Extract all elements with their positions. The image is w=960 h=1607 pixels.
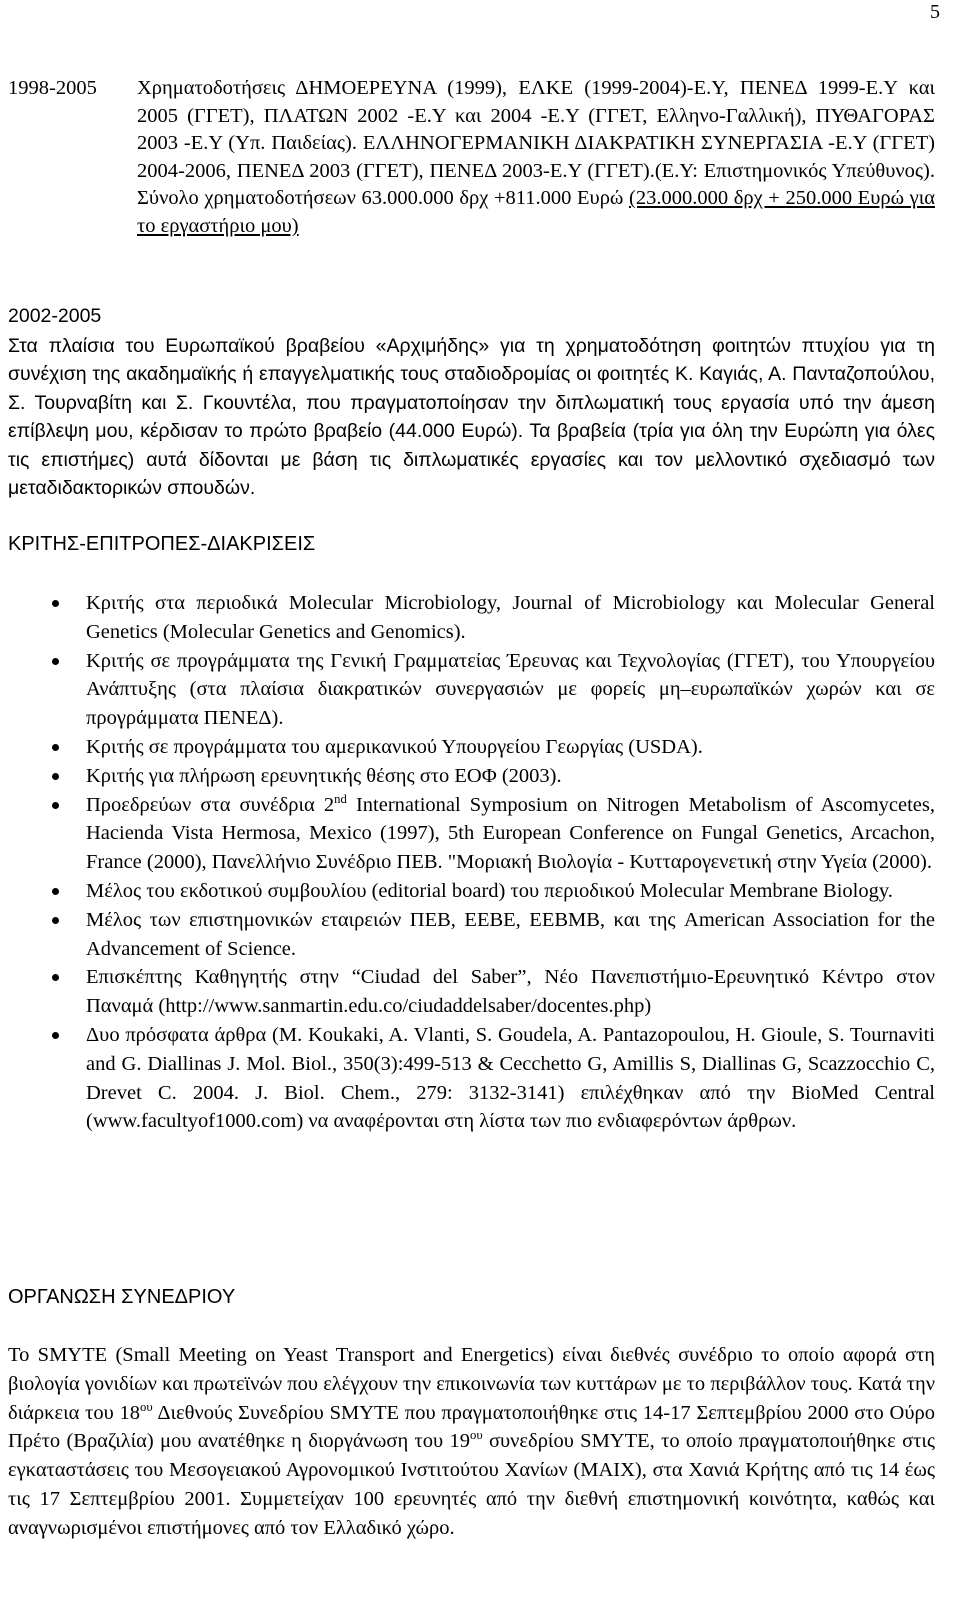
list-item-text: Κριτής σε προγράμματα της Γενική Γραμματείας Έρευνας και Τεχνολογίας (ΓΓΕΤ), του Υπουργείου Ανάπτυξης (στα πλαίσια διακρατικών συνεργασιών με φορείς μη–ευρωπαϊκών χωρών και σε προγράμματα ΠΕΝΕΔ).: [86, 649, 935, 730]
bullet-icon: [52, 1032, 59, 1039]
list-item: [0, 589, 935, 647]
list-item-text: Δυο πρόσφατα άρθρα (M. Koukaki, A. Vlanti, S. Goudela, A. Pantazopoulou, H. Gioule, S. Tournaviti and G. Diallinas J. Mol. Biol., 350(3):499-513 & Cecchetto G, Amillis S, Diallinas G, Scazzocchio C, Drevet C. 2004. J. Biol. Chem., 279: 3132-3141) επιλέχθηκαν από την BioMed Central (www.facultyof1000.com) να αναφέρονται στη λίστα των πιο ενδιαφερόντων άρθρων.: [86, 1023, 935, 1133]
list-item: [0, 1021, 935, 1136]
conference-paragraph: [8, 1341, 935, 1543]
bullet-icon: [52, 658, 59, 665]
reviewer-list: [0, 589, 935, 1136]
list-item-text: Προεδρεύων στα συνέδρια 2: [86, 793, 335, 816]
funding-description: Χρηματοδοτήσεις ΔΗΜΟΕΡΕΥΝΑ (1999), ΕΛΚΕ (1999-2004)-Ε.Υ, ΠΕΝΕΔ 1999-Ε.Υ και 2005 (ΓΓΕΤ), ΠΛΑΤΩΝ 2002 -Ε.Υ και 2004 -Ε.Υ (ΓΓΕΤ, Ελληνο-Γαλλική), ΠΥΘΑΓΟΡΑΣ 2003 -Ε.Υ (Υπ. Παιδείας). ΕΛΛΗΝΟΓΕΡΜΑΝΙΚΗ ΔΙΑΚΡΑΤΙΚΗ ΣΥΝΕΡΓΑΣΙΑ -Ε.Υ (ΓΓΕΤ) 2004-2006, ΠΕΝΕΔ 2003 (ΓΓΕΤ), ΠΕΝΕΔ 2003-Ε.Υ (ΓΓΕΤ).(Ε.Υ: Επιστημονικός Υπεύθυνος). Σύνολο χρηματοδοτήσεων 63.000.000 δρχ +811.000 Ευρώ: [137, 77, 935, 210]
bullet-icon: [52, 744, 59, 751]
funding-lab-share: (23.000.000 δρχ + 250.000 Ευρώ για το εργαστήριο μου): [137, 187, 935, 237]
bullet-icon: [52, 773, 59, 780]
ordinal-suffix: ου: [140, 1399, 153, 1414]
list-item-text: Μέλος των επιστημονικών εταιρειών ΠΕΒ, ΕΕΒΕ, ΕΕΒΜΒ, και της American Association for the Advancement of Science.: [86, 908, 935, 960]
conference-text-part-2: Διεθνούς Συνεδρίου SMYTE που πραγματοποιήθηκε στις 14-17 Σεπτεμβρίου 2000 στο Ούρο Πρέτο (Βραζιλία) μου ανατέθηκε η διοργάνωση του 19: [8, 1401, 935, 1453]
ordinal-suffix: nd: [334, 791, 347, 806]
funding-period: 1998-2005: [8, 77, 97, 99]
ordinal-suffix: ου: [469, 1428, 483, 1443]
list-item: [0, 963, 935, 1021]
list-item: [0, 762, 935, 791]
list-item: [0, 906, 935, 964]
list-item: [0, 791, 935, 877]
award-period: 2002-2005: [8, 305, 102, 327]
section-heading-reviewer: ΚΡΙΤΗΣ-ΕΠΙΤΡΟΠΕΣ-ΔΙΑΚΡΙΣΕΙΣ: [8, 533, 316, 555]
bullet-icon: [52, 917, 59, 924]
list-item: [0, 647, 935, 733]
funding-text: [137, 75, 935, 241]
list-item-text: Μέλος του εκδοτικού συμβουλίου (editorial board) του περιοδικού Molecular Membrane Biology.: [86, 879, 893, 902]
list-item-text-continued: International Symposium on Nitrogen Metabolism of Ascomycetes, Hacienda Vista Hermosa, Mexico (1997), 5th European Conference on Fungal Genetics, Arcachon, France (2000), Πανελλήνιο Συνέδριο ΠΕΒ. "Μοριακή Βιολογία - Κυτταρογενετική στην Υγεία (2000).: [86, 793, 935, 874]
list-item-text: Κριτής σε προγράμματα του αμερικανικού Υπουργείου Γεωργίας (USDA).: [86, 735, 703, 758]
list-item: [0, 877, 935, 906]
conference-text-part-1: Το SMYTE (Small Meeting on Yeast Transport and Energetics) είναι διεθνές συνέδριο το οποίο αφορά στη βιολογία γονιδίων και πρωτεϊνών που ελέγχουν την επικοινωνία των κυττάρων με το περιβάλλον τους. Κατά την διάρκεια του 18: [8, 1344, 935, 1424]
page-number: 5: [930, 1, 940, 23]
list-item-text: Κριτής για πλήρωση ερευνητικής θέσης στο ΕΟΦ (2003).: [86, 764, 562, 787]
list-item-text: Κριτής στα περιοδικά Molecular Microbiology, Journal of Microbiology και Molecular General Genetics (Molecular Genetics and Genomics).: [86, 592, 935, 643]
bullet-icon: [52, 974, 59, 981]
bullet-icon: [52, 600, 59, 607]
list-item: [0, 733, 935, 762]
award-text: Στα πλαίσια του Ευρωπαϊκού βραβείου «Αρχιμήδης» για τη χρηματοδότηση φοιτητών πτυχίου για τη συνέχιση της ακαδημαϊκής ή επαγγελματικής τους σταδιοδρομίας οι φοιτητές Κ. Καγιάς, Α. Πανταζοπούλου, Σ. Τουρναβίτη και Σ. Γκουντέλα, που πραγματοποίησαν την διπλωματική τους εργασία υπό την άμεση επίβλεψη μου, κέρδισαν το πρώτο βραβείο (44.000 Ευρώ). Τα βραβεία (τρία για όλη την Ευρώπη για όλες τις επιστήμες) αυτά δίδονται με βάση τις διπλωματικές εργασίες και τον μελλοντικό σχεδιασμό των μεταδιδακτορικών σπουδών.: [8, 335, 935, 500]
bullet-icon: [52, 888, 59, 895]
section-heading-conference: ΟΡΓΑΝΩΣΗ ΣΥΝΕΔΡΙΟΥ: [8, 1286, 236, 1308]
conference-text-part-3: συνεδρίου SMYTE, το οποίο πραγματοποιήθηκε στις εγκαταστάσεις του Μεσογειακού Αγρονομικού Ινστιτούτου Χανίων (ΜΑΙΧ), στα Χανιά Κρήτης από τις 14 έως τις 17 Σεπτεμβρίου 2001. Συμμετείχαν 100 ερευνητές από την διεθνή επιστημονική κοινότητα, καθώς και αναγνωρισμένοι επιστήμονες από τον Ελλαδικό χώρο.: [8, 1430, 935, 1539]
bullet-icon: [52, 802, 59, 809]
funding-entry: [0, 75, 935, 241]
list-item-text: Επισκέπτης Καθηγητής στην “Ciudad del Saber”, Νέο Πανεπιστήμιο-Ερευνητικό Κέντρο στον Παναμά (http://www.sanmartin.edu.co/ciudaddelsaber/docentes.php): [86, 966, 935, 1018]
